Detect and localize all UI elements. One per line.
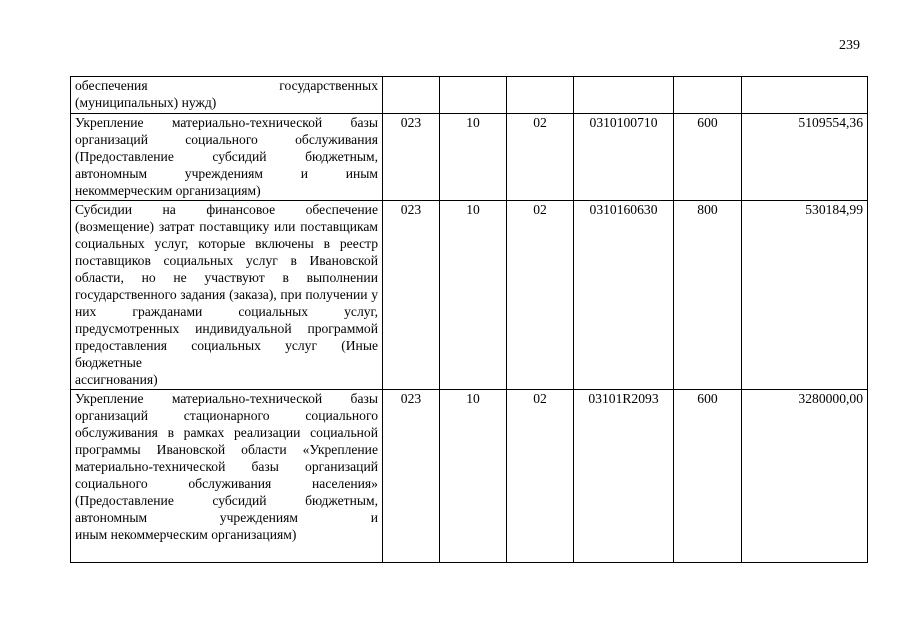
description-line: организаций социального обслуживания — [75, 132, 378, 147]
description-line: ассигнования) — [75, 372, 158, 387]
description-line: (муниципальных) нужд) — [75, 95, 217, 110]
description-line: организаций социального обслуживания — [75, 459, 378, 491]
description-line: Укрепление материально-технической базы — [75, 391, 378, 406]
expense-type-cell: 600 — [674, 114, 742, 201]
description-line: индивидуальной программой предоставления — [75, 321, 378, 353]
target-article-cell: 0310100710 — [574, 114, 674, 201]
target-article-cell: 03101R2093 — [574, 390, 674, 563]
amount-cell: 5109554,36 — [742, 114, 868, 201]
ministry-code-cell: 023 — [383, 114, 440, 201]
table-row — [71, 201, 868, 390]
description-line: бюджетным, автономным учреждениям и — [75, 493, 378, 525]
description-line: обеспечения государственных — [75, 78, 378, 93]
description-line: (Предоставление субсидий бюджетным, — [75, 149, 378, 164]
expense-type-cell: 800 — [674, 201, 742, 390]
amount-cell — [742, 77, 868, 114]
amount-cell: 3280000,00 — [742, 390, 868, 563]
description-line: (заказа), при получении у них гражданами — [75, 287, 378, 319]
description-line: некоммерческим организациям) — [75, 183, 261, 198]
expense-type-cell — [674, 77, 742, 114]
section-code-cell: 10 — [440, 201, 507, 390]
description-line: в выполнении государственного задания — [75, 270, 378, 302]
section-code-cell: 10 — [440, 114, 507, 201]
description-line: поставщикам социальных услуг, которые — [75, 219, 378, 251]
description-cell — [71, 390, 383, 563]
ministry-code-cell: 023 — [383, 201, 440, 390]
description-line: включены в реестр поставщиков социальных — [75, 236, 379, 268]
table-row — [71, 77, 868, 114]
description-line: Укрепление материально-технической базы — [75, 115, 378, 130]
description-line: организаций стационарного социального — [75, 408, 378, 423]
expense-type-cell: 600 — [674, 390, 742, 563]
description-line: обслуживания в рамках реализации — [75, 425, 301, 440]
section-code-cell: 10 — [440, 390, 507, 563]
target-article-cell: 0310160630 — [574, 201, 674, 390]
description-line: (возмещение) затрат поставщику или — [75, 219, 296, 234]
description-cell — [71, 114, 383, 201]
description-line: населения» (Предоставление субсидий — [75, 476, 378, 508]
subsection-code-cell: 02 — [507, 201, 574, 390]
amount-cell: 530184,99 — [742, 201, 868, 390]
description-cell — [71, 201, 383, 390]
description-line: социальной программы Ивановской области — [75, 425, 378, 457]
description-line: «Укрепление материально-технической базы — [75, 442, 378, 474]
subsection-code-cell: 02 — [507, 390, 574, 563]
subsection-code-cell — [507, 77, 574, 114]
description-line: социальных услуг, предусмотренных — [75, 304, 378, 336]
description-line: социальных услуг (Иные бюджетные — [75, 338, 378, 370]
ministry-code-cell: 023 — [383, 390, 440, 563]
ministry-code-cell — [383, 77, 440, 114]
description-cell — [71, 77, 383, 114]
description-line: автономным учреждениям и иным — [75, 166, 378, 181]
table-row — [71, 114, 868, 201]
section-code-cell — [440, 77, 507, 114]
table-row — [71, 390, 868, 563]
target-article-cell — [574, 77, 674, 114]
description-line: Субсидии на финансовое обеспечение — [75, 202, 378, 217]
subsection-code-cell: 02 — [507, 114, 574, 201]
page-number: 239 — [839, 38, 860, 53]
description-line: услуг в Ивановской области, но не участвуют — [75, 253, 378, 285]
budget-table — [70, 76, 868, 563]
description-line: иным некоммерческим организациям) — [75, 527, 297, 542]
